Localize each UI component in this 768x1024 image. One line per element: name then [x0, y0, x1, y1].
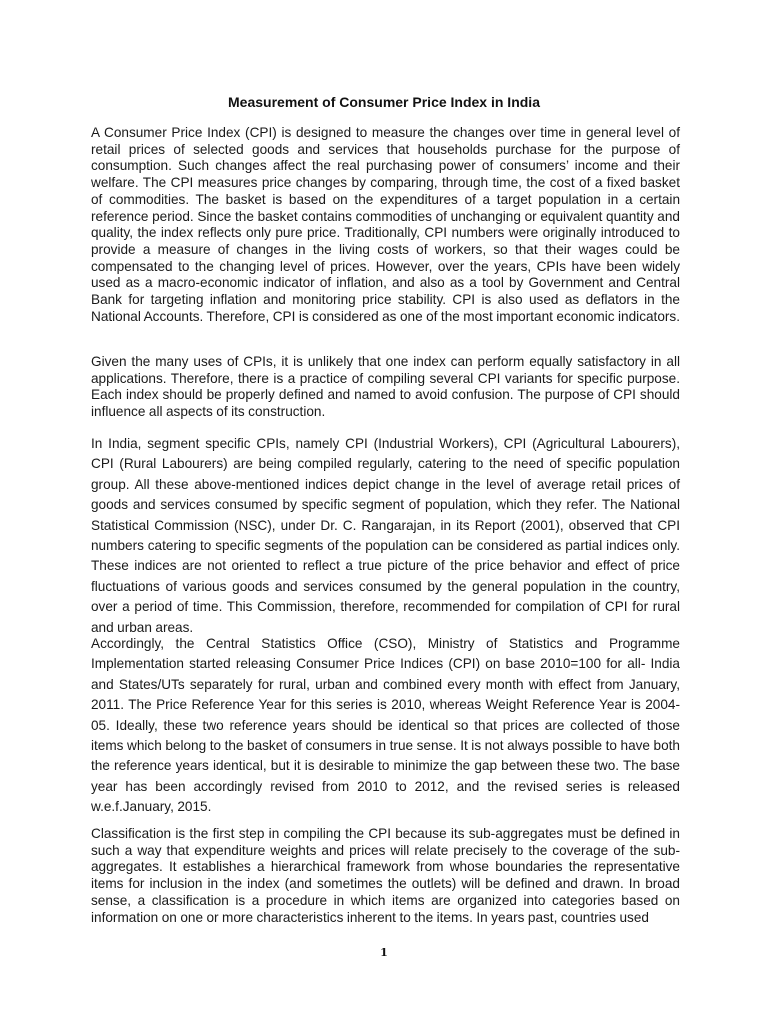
paragraph-cso-release: Accordingly, the Central Statistics Office (CSO), Ministry of Statistics and Programme Implementation started releasing Consumer Price Indices (CPI) on base 2010=100 for all- India and States/UTs separately for rural, urban and combined every month with effect from January, 2011. The Price Reference Year for this series is 2010, whereas Weight Reference Year is 2004-05. Ideally, these two reference years should be identical so that prices are collected of those items which belong to the basket of consumers in true sense. It is not always possible to have both the reference years identical, but it is desirable to minimize the gap between these two. The base year has been accordingly revised from 2010 to 2012, and the revised series is released w.e.f.January, 2015. [91, 636, 680, 815]
page-number: 1 [380, 946, 388, 959]
paragraph-cpi-definition: A Consumer Price Index (CPI) is designed to measure the changes over time in general level of retail prices of selected goods and services that households purchase for the purpose of consumption. Such changes affect the real purchasing power of consumers’ income and their welfare. The CPI measures price changes by comparing, through time, the cost of a fixed basket of commodities. The basket is based on the expenditures of a target population in a certain reference period. Since the basket contains commodities of unchanging or equivalent quantity and quality, the index reflects only pure price. Traditionally, CPI numbers were originally introduced to provide a measure of changes in the living costs of workers, so that their wages could be compensated to the changing level of prices. However, over the years, CPIs have been widely used as a macro-economic indicator of inflation, and also as a tool by Government and Central Bank for targeting inflation and monitoring price stability. CPI is also used as deflators in the National Accounts. Therefore, CPI is considered as one of the most important economic indicators. [91, 125, 680, 324]
page-title: Measurement of Consumer Price Index in India [228, 94, 540, 110]
paragraph-classification: Classification is the first step in compiling the CPI because its sub-aggregates must be defined in such a way that expenditure weights and prices will relate precisely to the coverage of the sub-aggregates. It establishes a hierarchical framework from whose boundaries the representative items for inclusion in the index (and sometimes the outlets) will be defined and drawn. In broad sense, a classification is a procedure in which items are organized into categories based on information on one or more characteristics inherent to the items. In years past, countries used [91, 826, 680, 925]
paragraph-cpi-uses: Given the many uses of CPIs, it is unlikely that one index can perform equally satisfactory in all applications. Therefore, there is a practice of compiling several CPI variants for specific purpose. Each index should be properly defined and named to avoid confusion. The purpose of CPI should influence all aspects of its construction. [91, 354, 680, 420]
paragraph-india-segment-cpis: In India, segment specific CPIs, namely CPI (Industrial Workers), CPI (Agricultural Labourers), CPI (Rural Labourers) are being compiled regularly, catering to the need of specific population group. All these above-mentioned indices depict change in the level of average retail prices of goods and services consumed by specific segment of population, which they refer. The National Statistical Commission (NSC), under Dr. C. Rangarajan, in its Report (2001), observed that CPI numbers catering to specific segments of the population can be considered as partial indices only. These indices are not oriented to reflect a true picture of the price behavior and effect of price fluctuations of various goods and services consumed by the general population in the country, over a period of time. This Commission, therefore, recommended for compilation of CPI for rural and urban areas. [91, 436, 680, 635]
